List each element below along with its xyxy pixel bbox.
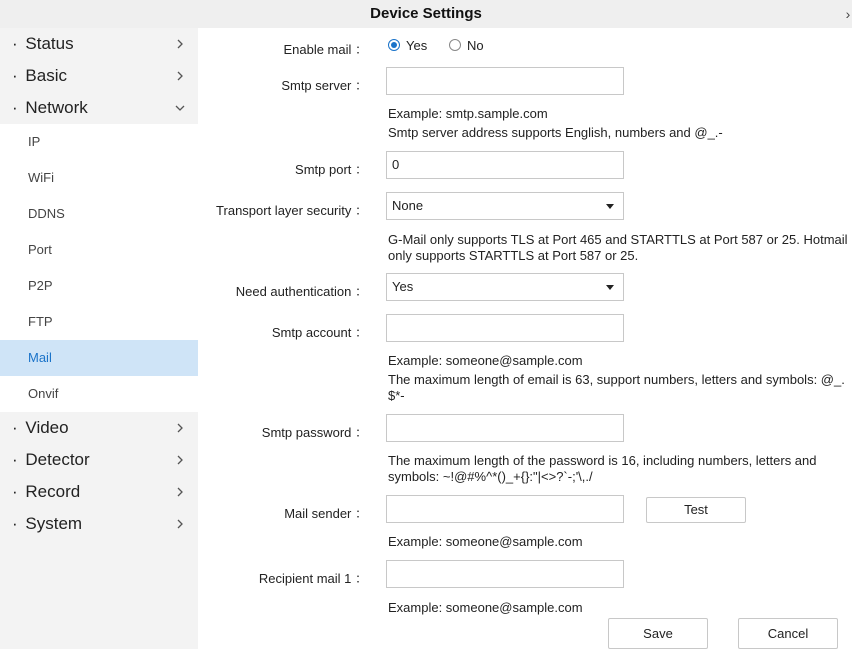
sidebar-item-mail[interactable]: Mail [0, 340, 198, 376]
smtp-password-hint-line2: symbols: ~!@#%^*()_+{}:"|<>?`-;'\,./ [388, 469, 593, 484]
smtp-server-input[interactable] [386, 67, 624, 95]
smtp-account-input[interactable] [386, 314, 624, 342]
sidebar-item-label: Record [25, 482, 81, 501]
smtp-account-label: Smtp account ： [271, 325, 368, 340]
sidebar-item-detector[interactable] [0, 444, 198, 476]
mail-sender-hint-example: Example: someone@sample.com [388, 534, 583, 549]
enable-mail-no-radio[interactable] [449, 39, 461, 51]
sidebar-item-label: Status [25, 34, 74, 53]
mail-sender-label: Mail sender ： [284, 506, 368, 521]
recipient1-hint-example: Example: someone@sample.com [388, 600, 583, 615]
bullet-icon: · [12, 34, 18, 53]
sidebar [0, 28, 198, 649]
sidebar-item-onvif[interactable]: Onvif [28, 386, 59, 401]
bullet-icon: · [12, 482, 18, 501]
enable-mail-yes-radio[interactable] [388, 39, 400, 51]
sidebar-item-system[interactable] [0, 508, 198, 540]
sidebar-item-ddns[interactable]: DDNS [28, 206, 65, 221]
enable-mail-yes-label[interactable]: Yes [406, 38, 428, 53]
smtp-server-hint-example: Example: smtp.sample.com [388, 106, 548, 121]
mail-sender-input[interactable] [386, 495, 624, 523]
caret-down-icon [606, 285, 614, 290]
sidebar-item-record[interactable] [0, 476, 198, 508]
test-button[interactable]: Test [646, 497, 746, 523]
sidebar-item-label: System [25, 514, 83, 533]
tls-select-value: None [392, 198, 424, 213]
sidebar-item-ip[interactable]: IP [28, 134, 41, 149]
smtp-server-label: Smtp server ： [281, 78, 368, 93]
mail-settings-form [198, 28, 852, 649]
sidebar-item-label: Network [25, 98, 88, 117]
tls-hint-line1: G-Mail only supports TLS at Port 465 and STARTTLS at Port 587 or 25. Hotmail [388, 232, 848, 247]
smtp-port-input[interactable]: 0 [386, 151, 624, 179]
recipient1-label: Recipient mail 1 ： [258, 571, 368, 586]
caret-down-icon [606, 204, 614, 209]
sidebar-item-wifi[interactable]: WiFi [28, 170, 54, 185]
smtp-password-input[interactable] [386, 414, 624, 442]
chevron-right-icon [174, 70, 186, 82]
cancel-button[interactable]: Cancel [738, 618, 838, 649]
enable-mail-no-label[interactable]: No [467, 38, 484, 53]
bullet-icon: · [12, 514, 18, 533]
tls-hint-line2: only supports STARTTLS at Port 587 or 25. [388, 248, 639, 263]
smtp-account-hint-rule1: The maximum length of email is 63, support numbers, letters and symbols: @_. [388, 372, 845, 387]
sidebar-item-label: Basic [25, 66, 67, 85]
sidebar-item-p2p[interactable]: P2P [28, 278, 53, 293]
smtp-port-label: Smtp port ： [295, 162, 368, 177]
need-auth-label: Need authentication ： [235, 284, 368, 299]
title-bar [0, 0, 852, 28]
smtp-password-label: Smtp password ： [261, 425, 368, 440]
network-submenu [0, 124, 198, 412]
need-auth-select[interactable] [386, 273, 624, 301]
enable-mail-label: Enable mail ： [283, 42, 368, 57]
tls-label: Transport layer security ： [216, 203, 368, 218]
chevron-right-icon [174, 38, 186, 50]
chevron-right-icon [174, 518, 186, 530]
bullet-icon: · [12, 450, 18, 469]
sidebar-item-label: Video [25, 418, 69, 437]
sidebar-item-ftp[interactable]: FTP [28, 314, 53, 329]
smtp-server-hint-rule: Smtp server address supports English, numbers and @_.- [388, 125, 723, 140]
chevron-right-icon [174, 486, 186, 498]
chevron-right-icon [174, 454, 186, 466]
sidebar-item-basic[interactable] [0, 60, 198, 92]
smtp-account-hint-rule2: $*- [388, 388, 405, 403]
sidebar-item-status[interactable] [0, 28, 198, 60]
bullet-icon: · [12, 66, 18, 85]
chevron-right-icon [174, 422, 186, 434]
tls-select[interactable] [386, 192, 624, 220]
smtp-password-hint-line1: The maximum length of the password is 16, including numbers, letters and [388, 453, 817, 468]
smtp-account-hint-example: Example: someone@sample.com [388, 353, 583, 368]
bullet-icon: · [12, 418, 18, 437]
sidebar-item-video[interactable] [0, 412, 198, 444]
chevron-down-icon [174, 102, 186, 114]
need-auth-select-value: Yes [392, 279, 414, 294]
bullet-icon: · [12, 98, 18, 117]
window-title: Device Settings [370, 5, 482, 22]
recipient1-input[interactable] [386, 560, 624, 588]
sidebar-item-label: Detector [25, 450, 90, 469]
save-button[interactable]: Save [608, 618, 708, 649]
sidebar-item-port[interactable]: Port [28, 242, 52, 257]
sidebar-item-network[interactable] [0, 92, 198, 124]
close-icon[interactable]: › [845, 6, 851, 22]
